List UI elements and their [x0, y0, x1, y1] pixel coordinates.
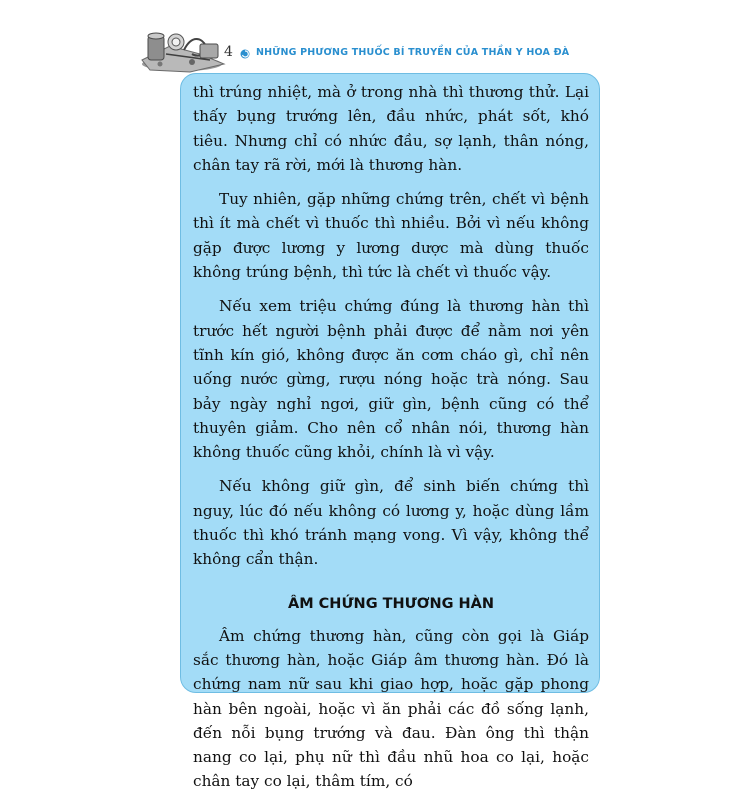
paragraph-2: Tuy nhiên, gặp những chứng trên, chết vì bệnh thì ít mà chết vì thuốc thì nhiều. Bởi vì nếu không gặp được lương y lương dược mà dùng thuốc không trúng bệnh, thì tức là chết vì thuốc vậy. — [193, 190, 589, 282]
swirl-dot-icon — [240, 49, 250, 59]
paragraph-3: Nếu xem triệu chứng đúng là thương hàn thì trước hết người bệnh phải được để nằm nơi yên tĩnh kín gió, không được ăn cơm cháo gì, chỉ nên uống nước gừng, rượu nóng hoặc trà nóng. Sau bảy ngày nghỉ ngơi, giữ gìn, bệnh cũng có thể thuyên giảm. Cho nên cổ nhân nói, thương hàn không thuốc cũng khỏi, chính là vì vậy. — [193, 297, 589, 462]
content-text — [181, 74, 599, 794]
page-number: 4 — [224, 44, 233, 60]
page-header — [140, 24, 640, 74]
running-title: NHỮNG PHƯƠNG THUỐC BÍ TRUYỀN CỦA THẦN Y HOA ĐÀ — [256, 47, 570, 58]
paragraph-4: Nếu không giữ gìn, để sinh biến chứng thì nguy, lúc đó nếu không có lương y, hoặc dùng lầm thuốc thì khó tránh mạng vong. Vì vậy, không thể không cẩn thận. — [193, 477, 589, 569]
section-paragraph: Âm chứng thương hàn, cũng còn gọi là Giáp sắc thương hàn, hoặc Giáp âm thương hàn. Đó là chứng nam nữ sau khi giao hợp, hoặc gặp phong hàn bên ngoài, hoặc vì ăn phải các đồ sống lạnh, đến nỗi bụng trướng và đau. Đàn ông thì thận nang co lại, phụ nữ thì đầu nhũ hoa co lại, hoặc chân tay co lại, thâm tím, có — [193, 626, 589, 791]
content-box — [180, 73, 600, 791]
medicine-tools-icon — [140, 24, 225, 74]
section-heading: ÂM CHỨNG THƯƠNG HÀN — [287, 595, 495, 612]
paragraph-1: thì trúng nhiệt, mà ở trong nhà thì thương thử. Lại thấy bụng trướng lên, đầu nhức, phát sốt, khó tiêu. Nhưng chỉ có nhức đầu, sợ lạnh, thân nóng, chân tay rã rời, mới là thương hàn. — [193, 83, 589, 174]
